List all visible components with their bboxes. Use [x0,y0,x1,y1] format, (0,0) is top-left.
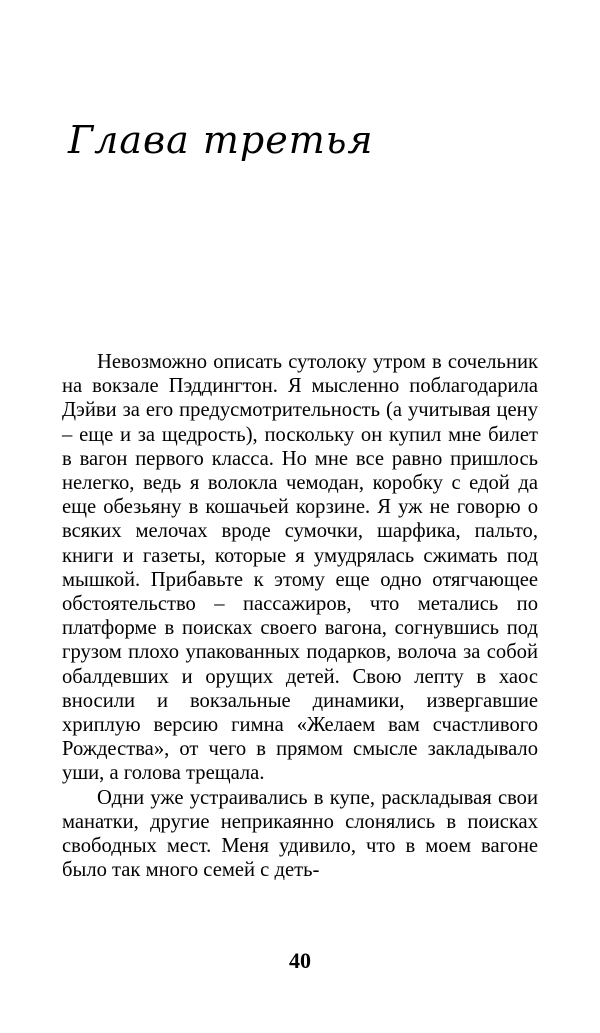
paragraph-1: Невозможно описать сутолоку утром в сочельник на вокзале Пэддингтон. Я мысленно поблагодарила Дэйви за его предусмотрительность (а учитывая цену – еще и за щедрость), поскольку он купил мне билет в вагон первого класса. Но мне все равно пришлось нелегко, ведь я волокла чемодан, коробку с едой да еще обезьяну в кошачьей корзине. Я уж не говорю о всяких мелочах вроде сумочки, шарфика, пальто, книги и газеты, которые я умудрялась сжимать под мышкой. Прибавьте к этому еще одно отягчающее обстоятельство – пассажиров, что метались по платформе в поисках своего вагона, согнувшись под грузом плохо упакованных подарков, волоча за собой обалдевших и орущих детей. Свою лепту в хаос вносили и вокзальные динамики, извергавшие хриплую версию гимна «Желаем вам счастливого Рождества», от чего в прямом смысле закладывало уши, а голова трещала. [62,351,538,785]
paragraph-2: Одни уже устраивались в купе, раскладывая свои манатки, другие неприкаянно слонялись в поисках свободных мест. Меня удивило, что в моем вагоне было так много семей с деть- [62,786,538,882]
chapter-title: Глава третья [68,118,374,162]
body-text [62,350,538,882]
page-number: 40 [289,948,311,973]
